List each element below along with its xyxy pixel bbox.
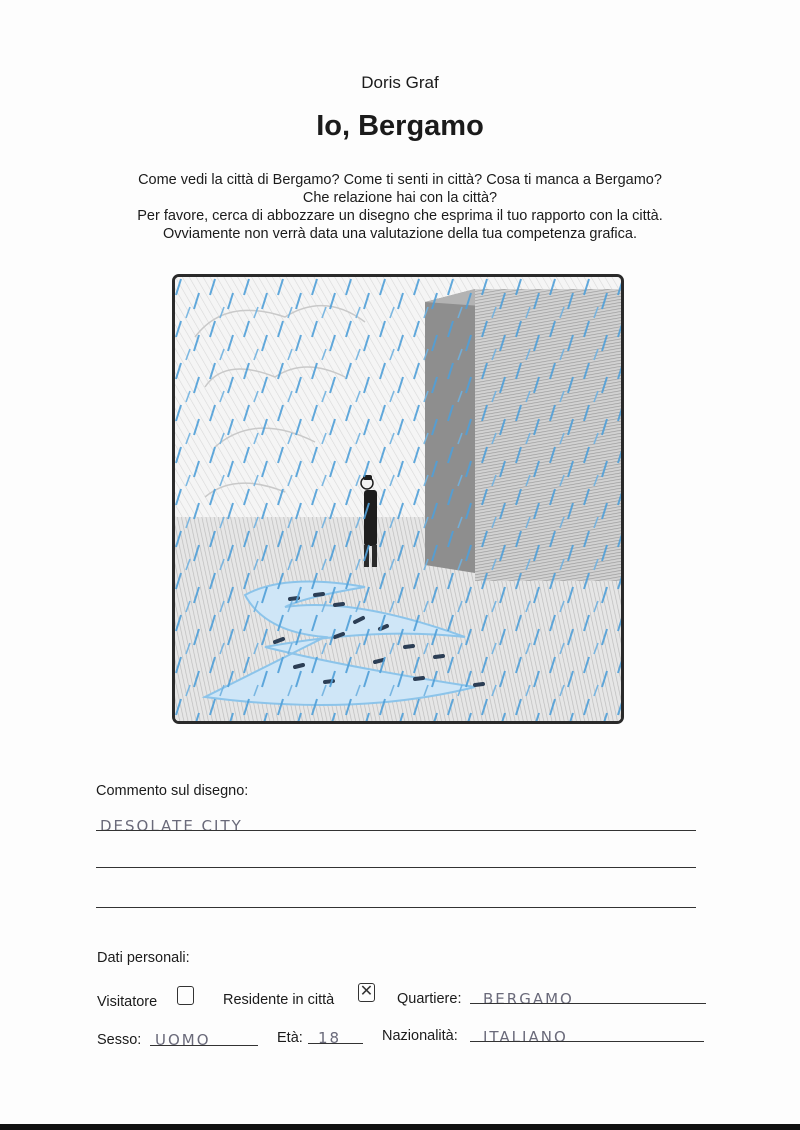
personal-data-label: Dati personali: xyxy=(97,950,190,966)
intro-text xyxy=(0,171,800,243)
age-line xyxy=(308,1043,363,1044)
quarter-line xyxy=(470,1003,706,1004)
sex-value[interactable]: UOMO xyxy=(155,1031,211,1049)
intro-line: Come vedi la città di Bergamo? Come ti senti in città? Cosa ti manca a Bergamo? xyxy=(138,172,662,188)
intro-line: Che relazione hai con la città? xyxy=(302,190,498,206)
sex-label: Sesso: xyxy=(97,1032,142,1048)
visitor-label: Visitatore xyxy=(97,994,158,1010)
scan-edge xyxy=(0,1124,800,1130)
visitor-checkbox[interactable] xyxy=(177,986,194,1005)
comment-label: Commento sul disegno: xyxy=(96,783,249,799)
rain-scene-drawing xyxy=(175,277,621,721)
page-title: Io, Bergamo xyxy=(316,110,484,142)
intro-line: Per favore, cerca di abbozzare un disegno che esprima il tuo rapporto con la città. xyxy=(137,208,663,224)
quarter-value[interactable]: BERGAMO xyxy=(483,990,574,1008)
drawing-frame xyxy=(172,274,624,724)
nationality-label: Nazionalità: xyxy=(382,1028,458,1044)
comment-line xyxy=(96,907,696,908)
age-label: Età: xyxy=(277,1030,303,1046)
age-value[interactable]: 18 xyxy=(318,1029,342,1047)
nationality-value[interactable]: ITALIANO xyxy=(483,1028,568,1046)
checkmark-icon: ✕ xyxy=(359,983,374,1000)
sex-line xyxy=(150,1045,258,1046)
comment-line xyxy=(96,830,696,831)
author-name: Doris Graf xyxy=(361,73,439,92)
nationality-line xyxy=(470,1041,704,1042)
quarter-label: Quartiere: xyxy=(397,991,462,1007)
comment-value[interactable]: DESOLATE CITY xyxy=(100,817,243,835)
comment-line xyxy=(96,867,696,868)
intro-line: Ovviamente non verrà data una valutazione della tua competenza grafica. xyxy=(163,226,637,242)
resident-label: Residente in città xyxy=(223,992,335,1008)
resident-checkbox[interactable] xyxy=(358,983,375,1002)
rain-overlay xyxy=(175,277,621,721)
